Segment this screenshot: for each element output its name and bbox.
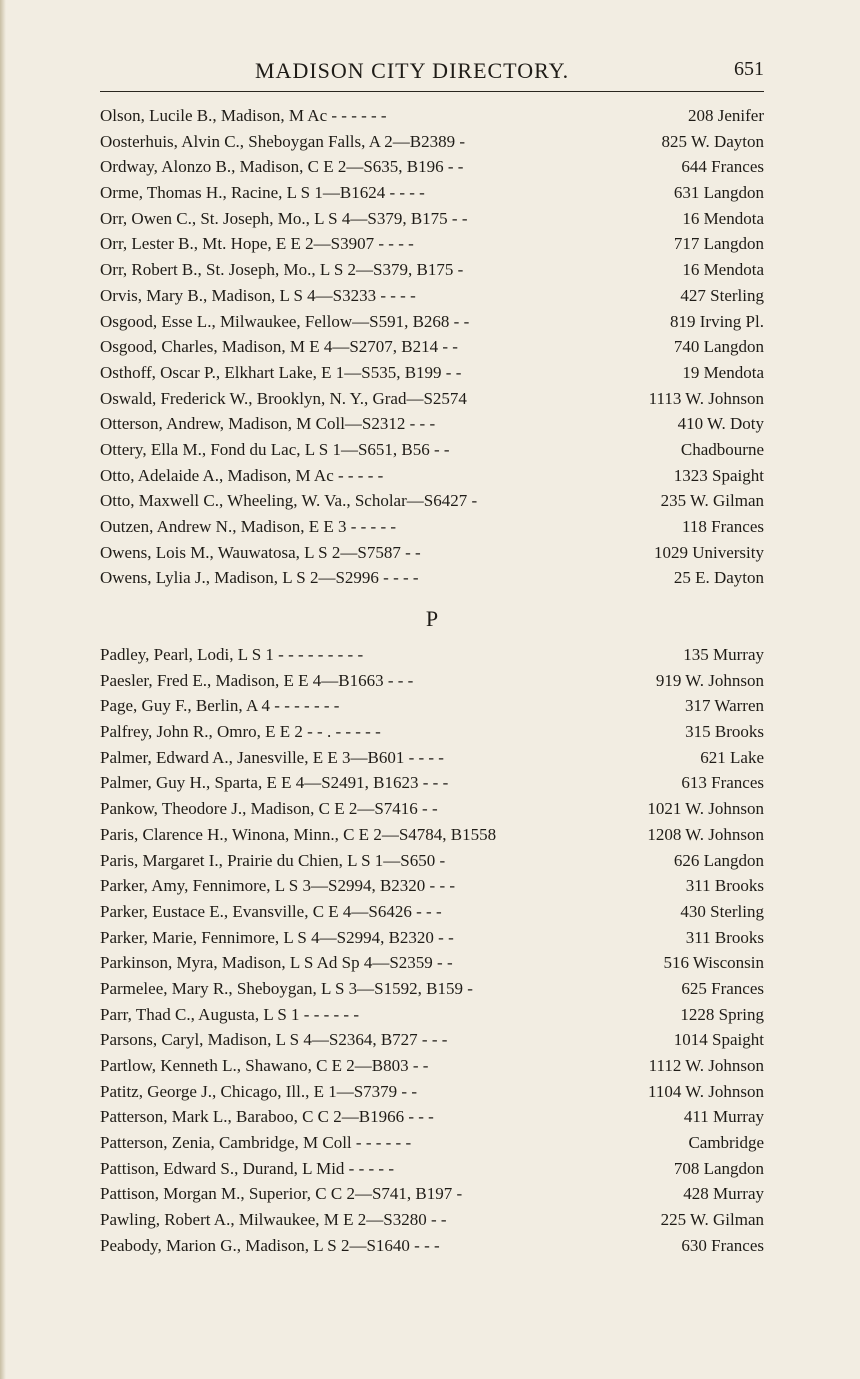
directory-entry bbox=[100, 1079, 764, 1105]
directory-entry bbox=[100, 309, 764, 335]
entry-address: 208 Jenifer bbox=[687, 106, 764, 125]
entry-address: 708 Langdon bbox=[673, 1158, 764, 1178]
directory-entry bbox=[100, 642, 764, 668]
entry-name: Pawling, Robert A., Milwaukee, M E 2—S3280 - - bbox=[100, 1210, 447, 1230]
entry-address: 1029 University bbox=[653, 542, 764, 562]
entry-address: 825 W. Dayton bbox=[661, 131, 764, 151]
directory-entry bbox=[100, 334, 764, 360]
entry-address: 626 Langdon bbox=[673, 850, 764, 870]
directory-entry bbox=[100, 540, 764, 566]
entry-address: 631 Langdon bbox=[673, 183, 764, 203]
directory-entry bbox=[100, 1207, 764, 1233]
directory-entry bbox=[100, 950, 764, 976]
directory-entry bbox=[100, 925, 764, 951]
entry-name: Osgood, Esse L., Milwaukee, Fellow—S591, B268 - - bbox=[100, 311, 470, 331]
entry-name: Orr, Lester B., Mt. Hope, E E 2—S3907 - - - - bbox=[100, 234, 414, 254]
entry-address: 427 Sterling bbox=[680, 285, 764, 305]
entry-name: Oosterhuis, Alvin C., Sheboygan Falls, A 2—B2389 - bbox=[100, 131, 466, 151]
entry-address: 621 Lake bbox=[700, 747, 764, 767]
directory-entry bbox=[100, 206, 764, 232]
directory-entry bbox=[100, 745, 764, 771]
page-header bbox=[100, 58, 764, 90]
directory-entry bbox=[100, 463, 764, 489]
directory-entry bbox=[100, 129, 764, 155]
entry-name: Pattison, Edward S., Durand, L Mid - - - - - bbox=[100, 1158, 394, 1178]
directory-entry bbox=[100, 437, 764, 463]
entry-name: Parker, Amy, Fennimore, L S 3—S2994, B2320 - - - bbox=[100, 876, 456, 896]
entry-address: 1228 Spring bbox=[680, 1004, 764, 1024]
entry-name: Palfrey, John R., Omro, E E 2 - - . - - - - - bbox=[100, 722, 381, 742]
directory-entry bbox=[100, 257, 764, 283]
directory-entry bbox=[100, 565, 764, 591]
entry-name: Palmer, Guy H., Sparta, E E 4—S2491, B1623 - - - bbox=[100, 773, 449, 793]
directory-entry bbox=[100, 822, 764, 848]
entry-address: 411 Murray bbox=[683, 1107, 764, 1127]
directory-entry bbox=[100, 231, 764, 257]
entry-name: Palmer, Edward A., Janesville, E E 3—B601 - - - - bbox=[100, 747, 444, 767]
entry-name: Patterson, Mark L., Baraboo, C C 2—B1966 - - - bbox=[100, 1107, 434, 1127]
entry-name: Orr, Robert B., St. Joseph, Mo., L S 2—S379, B175 - bbox=[100, 260, 464, 280]
entry-name: Patitz, George J., Chicago, Ill., E 1—S7379 - - bbox=[100, 1081, 417, 1101]
entry-address: Chadbourne bbox=[680, 439, 764, 459]
directory-entry bbox=[100, 103, 764, 129]
directory-entry bbox=[100, 796, 764, 822]
entry-address: 740 Langdon bbox=[673, 337, 764, 357]
entry-name: Pankow, Theodore J., Madison, C E 2—S7416 - - bbox=[100, 799, 438, 819]
page-number: 651 bbox=[734, 58, 764, 80]
entry-name: Peabody, Marion G., Madison, L S 2—S1640 - - - bbox=[100, 1235, 440, 1255]
directory-entry bbox=[100, 1181, 764, 1207]
directory-entry bbox=[100, 1104, 764, 1130]
directory-entry bbox=[100, 180, 764, 206]
entry-name: Otto, Adelaide A., Madison, M Ac - - - - - bbox=[100, 465, 384, 485]
directory-entry bbox=[100, 899, 764, 925]
entry-address: 1208 W. Johnson bbox=[647, 824, 764, 844]
entry-address: 235 W. Gilman bbox=[660, 491, 764, 511]
entry-name: Parkinson, Myra, Madison, L S Ad Sp 4—S2359 - - bbox=[100, 953, 453, 973]
directory-entry bbox=[100, 488, 764, 514]
directory-entry bbox=[100, 1233, 764, 1259]
entry-name: Orr, Owen C., St. Joseph, Mo., L S 4—S379, B175 - - bbox=[100, 208, 468, 228]
directory-entry bbox=[100, 1156, 764, 1182]
entry-name: Pattison, Morgan M., Superior, C C 2—S741, B197 - bbox=[100, 1184, 463, 1204]
directory-list-o bbox=[100, 103, 764, 591]
entry-address: 1113 W. Johnson bbox=[648, 388, 764, 408]
directory-entry bbox=[100, 976, 764, 1002]
entry-address: 919 W. Johnson bbox=[655, 670, 764, 690]
entry-address: 1014 Spaight bbox=[673, 1030, 764, 1050]
directory-entry bbox=[100, 873, 764, 899]
entry-address: 625 Frances bbox=[681, 978, 764, 998]
entry-name: Page, Guy F., Berlin, A 4 - - - - - - - bbox=[100, 696, 340, 716]
entry-address: 16 Mendota bbox=[682, 260, 764, 280]
entry-address: 644 Frances bbox=[681, 157, 764, 177]
header-rule bbox=[100, 91, 764, 92]
entry-name: Orme, Thomas H., Racine, L S 1—B1624 - - - - bbox=[100, 183, 425, 203]
page-edge bbox=[0, 0, 6, 1379]
entry-name: Parker, Eustace E., Evansville, C E 4—S6426 - - - bbox=[100, 901, 442, 921]
entry-address: 717 Langdon bbox=[673, 234, 764, 254]
entry-address: 311 Brooks bbox=[685, 927, 764, 947]
entry-address: 317 Warren bbox=[684, 696, 764, 716]
entry-name: Ordway, Alonzo B., Madison, C E 2—S635, B196 - - bbox=[100, 157, 464, 177]
entry-address: 613 Frances bbox=[681, 773, 764, 793]
entry-address: 1323 Spaight bbox=[673, 465, 764, 485]
entry-address: 118 Frances bbox=[682, 517, 764, 536]
directory-entry bbox=[100, 848, 764, 874]
directory-entry bbox=[100, 154, 764, 180]
entry-address: 1112 W. Johnson bbox=[648, 1056, 764, 1075]
directory-entry bbox=[100, 1027, 764, 1053]
entry-name: Olson, Lucile B., Madison, M Ac - - - - - - bbox=[100, 106, 387, 125]
entry-name: Oswald, Frederick W., Brooklyn, N. Y., Grad—S2574 bbox=[100, 388, 467, 408]
directory-entry bbox=[100, 411, 764, 437]
entry-address: 630 Frances bbox=[681, 1235, 764, 1255]
entry-name: Paesler, Fred E., Madison, E E 4—B1663 - - - bbox=[100, 670, 414, 690]
entry-name: Paris, Margaret I., Prairie du Chien, L S 1—S650 - bbox=[100, 850, 446, 870]
entry-address: 19 Mendota bbox=[682, 362, 764, 382]
entry-name: Padley, Pearl, Lodi, L S 1 - - - - - - - - - bbox=[100, 645, 364, 664]
entry-address: 315 Brooks bbox=[685, 722, 764, 742]
entry-address: 430 Sterling bbox=[680, 901, 764, 921]
entry-address: 1104 W. Johnson bbox=[647, 1081, 764, 1101]
entry-address: 16 Mendota bbox=[682, 208, 764, 228]
entry-address: 311 Brooks bbox=[685, 876, 764, 896]
entry-address: 428 Murray bbox=[683, 1184, 764, 1204]
directory-entry bbox=[100, 693, 764, 719]
entry-name: Otto, Maxwell C., Wheeling, W. Va., Scholar—S6427 - bbox=[100, 491, 478, 511]
entry-name: Ottery, Ella M., Fond du Lac, L S 1—S651, B56 - - bbox=[100, 439, 450, 459]
directory-entry bbox=[100, 668, 764, 694]
entry-name: Otterson, Andrew, Madison, M Coll—S2312 - - - bbox=[100, 414, 436, 434]
entry-name: Outzen, Andrew N., Madison, E E 3 - - - - - bbox=[100, 517, 397, 536]
section-letter: P bbox=[425, 606, 439, 631]
entry-address: 25 E. Dayton bbox=[673, 568, 764, 588]
entry-name: Parker, Marie, Fennimore, L S 4—S2994, B2320 - - bbox=[100, 927, 454, 947]
entry-name: Osgood, Charles, Madison, M E 4—S2707, B214 - - bbox=[100, 337, 458, 357]
directory-entry bbox=[100, 386, 764, 412]
entry-name: Osthoff, Oscar P., Elkhart Lake, E 1—S535, B199 - - bbox=[100, 362, 462, 382]
entry-name: Patterson, Zenia, Cambridge, M Coll - - - - - - bbox=[100, 1133, 412, 1153]
directory-list-p bbox=[100, 642, 764, 1259]
entry-name: Owens, Lylia J., Madison, L S 2—S2996 - - - - bbox=[100, 568, 419, 588]
entry-name: Owens, Lois M., Wauwatosa, L S 2—S7587 - - bbox=[100, 542, 421, 562]
entry-address: 819 Irving Pl. bbox=[670, 311, 764, 331]
directory-entry bbox=[100, 719, 764, 745]
entry-name: Partlow, Kenneth L., Shawano, C E 2—B803 - - bbox=[100, 1056, 429, 1075]
entry-address: 135 Murray bbox=[683, 645, 764, 664]
entry-name: Parsons, Caryl, Madison, L S 4—S2364, B727 - - - bbox=[100, 1030, 448, 1050]
entry-address: Cambridge bbox=[688, 1133, 764, 1153]
entry-address: 1021 W. Johnson bbox=[647, 799, 764, 819]
entry-name: Orvis, Mary B., Madison, L S 4—S3233 - - - - bbox=[100, 285, 416, 305]
directory-entry bbox=[100, 1002, 764, 1028]
entry-name: Parr, Thad C., Augusta, L S 1 - - - - - - bbox=[100, 1004, 360, 1024]
entry-address: 225 W. Gilman bbox=[660, 1210, 764, 1230]
directory-entry bbox=[100, 1130, 764, 1156]
directory-entry bbox=[100, 360, 764, 386]
running-title: MADISON CITY DIRECTORY. bbox=[255, 58, 570, 83]
entry-name: Paris, Clarence H., Winona, Minn., C E 2—S4784, B1558 bbox=[100, 824, 497, 844]
entry-name: Parmelee, Mary R., Sheboygan, L S 3—S1592, B159 - bbox=[100, 978, 473, 998]
entry-address: 410 W. Doty bbox=[677, 414, 764, 434]
entry-address: 516 Wisconsin bbox=[663, 953, 764, 973]
directory-entry bbox=[100, 770, 764, 796]
directory-entry bbox=[100, 283, 764, 309]
directory-entry bbox=[100, 514, 764, 540]
directory-entry bbox=[100, 1053, 764, 1079]
